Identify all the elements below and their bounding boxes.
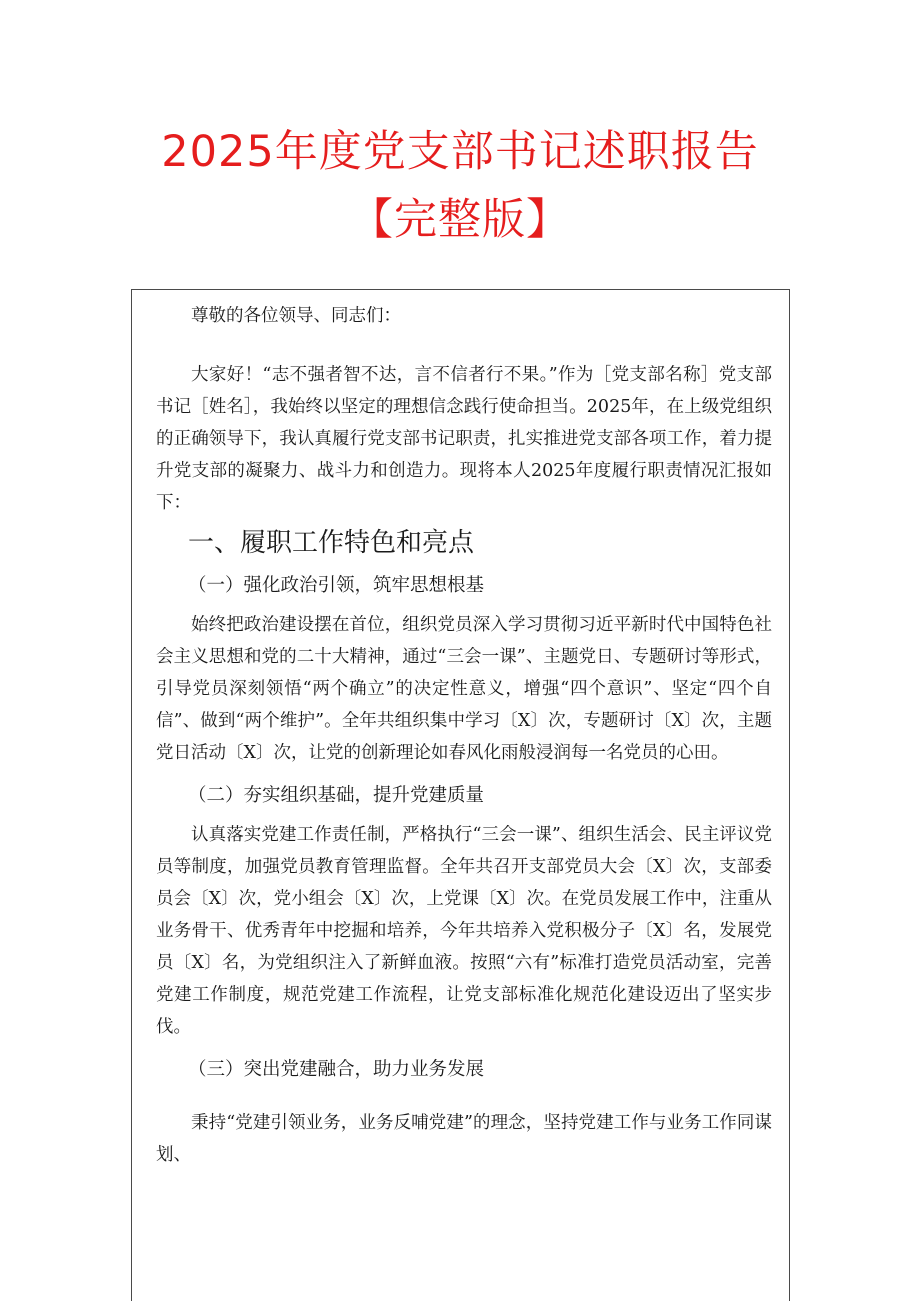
subsection-heading-3: （三）突出党建融合，助力业务发展 [188,1059,485,1080]
subsection-body-2: 认真落实党建工作责任制，严格执行“三会一课”、组织生活会、民主评议党员等制度，加强党员教育管理监督。全年共召开支部党员大会〔X〕次，支部委员会〔X〕次，党小组会〔X〕次，上党课〔X〕次。在党员发展工作中，注重从业务骨干、优秀青年中挖掘和培养，今年共培养入党积极分子〔X〕名，发展党员〔X〕名，为党组织注入了新鲜血液。按照“六有”标准打造党员活动室，完善党建工作制度，规范党建工作流程，让党支部标准化规范化建设迈出了坚实步伐。 [156,825,772,1037]
subsection-body-1: 始终把政治建设摆在首位，组织党员深入学习贯彻习近平新时代中国特色社会主义思想和党的二十大精神，通过“三会一课”、主题党日、专题研讨等形式，引导党员深刻领悟“两个确立”的决定性意义，增强“四个意识”、坚定“四个自信”、做到“两个维护”。全年共组织集中学习〔X〕次，专题研讨〔X〕次，主题党日活动〔X〕次，让党的创新理论如春风化雨般浸润每一名党员的心田。 [156,615,772,763]
report-body [156,300,772,1171]
salutation: 尊敬的各位领导、同志们： [191,306,401,326]
subsection-heading-1: （一）强化政治引领，筑牢思想根基 [188,575,485,596]
title-block [0,118,920,254]
section-heading-1: 一、履职工作特色和亮点 [188,528,475,558]
document-title: 2025年度党支部书记述职报告 [161,127,759,177]
subsection-body-3: 秉持“党建引领业务，业务反哺党建”的理念，坚持党建工作与业务工作同谋划、 [156,1113,772,1165]
content-frame [131,289,790,1301]
subsection-heading-2: （二）夯实组织基础，提升党建质量 [188,785,485,806]
document-subtitle: 【完整版】 [350,195,570,245]
intro-paragraph: 大家好！“志不强者智不达，言不信者行不果。”作为［党支部名称］党支部书记［姓名］，我始终以坚定的理想信念践行使命担当。2025年，在上级党组织的正确领导下，我认真履行党支部书记职责，扎实推进党支部各项工作，着力提升党支部的凝聚力、战斗力和创造力。现将本人2025年度履行职责情况汇报如下： [156,365,772,513]
